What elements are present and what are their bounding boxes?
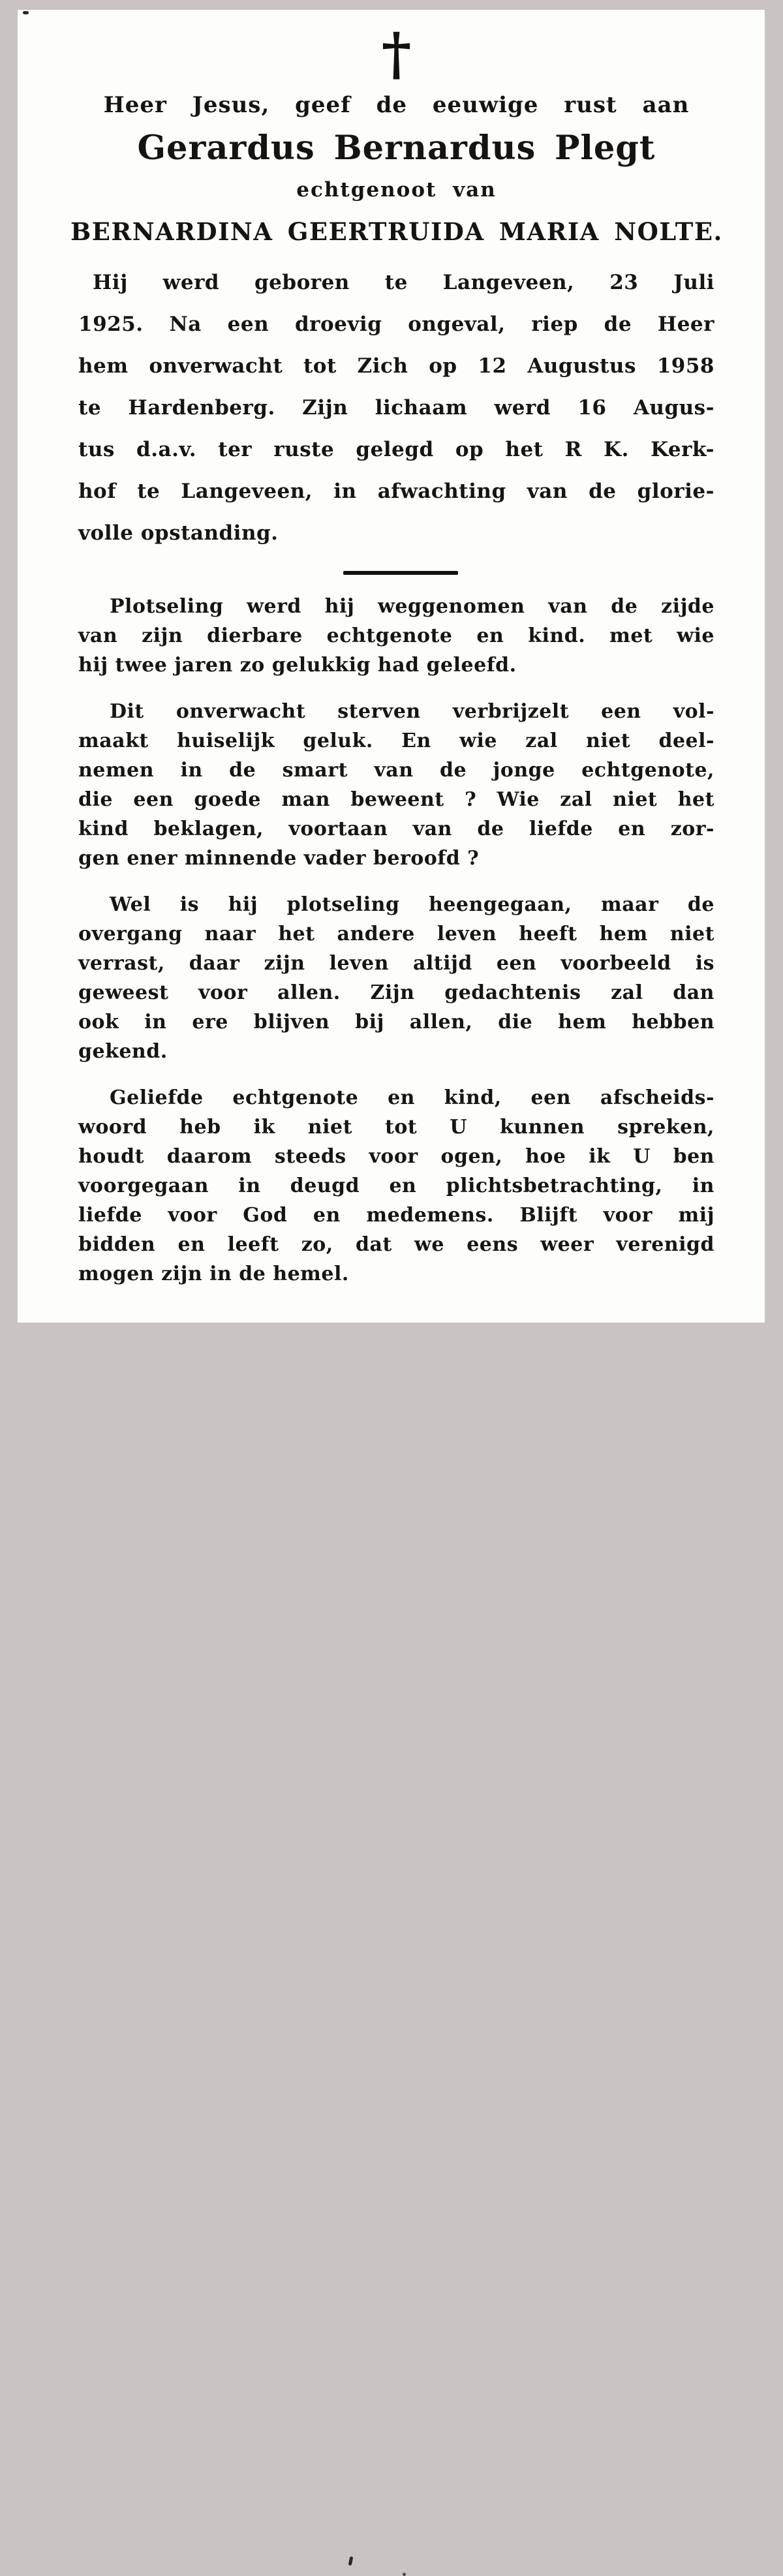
- ink-speck: [23, 11, 29, 14]
- text-line: Wel is hij plotseling heengegaan, maar de: [110, 893, 714, 916]
- text-line: Dit onverwacht sterven verbrijzelt een vol-: [110, 700, 714, 723]
- text-line: mogen zijn in de hemel.: [78, 1263, 349, 1285]
- text-line: gekend.: [78, 1040, 168, 1063]
- text-line: volle opstanding.: [78, 521, 279, 545]
- paragraph-biography: [78, 262, 714, 554]
- text-line: verrast, daar zijn leven altijd een voorbeeld is: [78, 952, 714, 975]
- paragraph-farewell: [78, 1083, 714, 1289]
- ink-speck: [348, 2556, 354, 2566]
- text-line: die een goede man beweent ? Wie zal niet het: [78, 788, 714, 811]
- text-line: Hij werd geboren te Langeveen, 23 Juli: [93, 271, 714, 294]
- text-line: van zijn dierbare echtgenote en kind. met wie: [78, 624, 714, 647]
- text-line: bidden en leeft zo, dat we eens weer verenigd: [78, 1233, 714, 1256]
- text-line: geweest voor allen. Zijn gedachtenis zal dan: [78, 981, 714, 1004]
- spouse-name: BERNARDINA GEERTRUIDA MARIA NOLTE.: [70, 217, 723, 246]
- text-line: ook in ere blijven bij allen, die hem hebben: [78, 1011, 714, 1034]
- invocation-line: Heer Jesus, geef de eeuwige rust aan: [103, 92, 690, 118]
- text-line: hij twee jaren zo gelukkig had geleefd.: [78, 654, 517, 677]
- paragraph-condolence-1: [78, 592, 714, 680]
- relation-line: echtgenoot van: [296, 178, 497, 202]
- text-line: liefde voor God en medemens. Blijft voor mij: [78, 1204, 714, 1227]
- text-line: hem onverwacht tot Zich op 12 Augustus 1958: [78, 354, 714, 378]
- text-line: kind beklagen, voortaan van de liefde en zor-: [78, 818, 714, 840]
- text-line: overgang naar het andere leven heeft hem niet: [78, 923, 714, 945]
- text-line: gen ener minnende vader beroofd ?: [78, 847, 480, 870]
- text-line: hof te Langeveen, in afwachting van de glorie-: [78, 480, 714, 503]
- paragraph-condolence-3: [78, 890, 714, 1066]
- memorial-card-content: [70, 10, 723, 1301]
- text-line: maakt huiselijk geluk. En wie zal niet deel-: [78, 729, 714, 752]
- text-line: te Hardenberg. Zijn lichaam werd 16 Augus-: [78, 396, 714, 420]
- paragraph-condolence-2: [78, 697, 714, 873]
- ink-speck: [403, 2573, 406, 2576]
- deceased-name: Gerardus Bernardus Plegt: [137, 129, 656, 168]
- section-divider: [343, 571, 458, 575]
- text-line: 1925. Na een droevig ongeval, riep de Heer: [78, 313, 714, 336]
- text-line: houdt daarom steeds voor ogen, hoe ik U ben: [78, 1145, 714, 1168]
- text-line: voorgegaan in deugd en plichtsbetrachting, in: [78, 1174, 714, 1197]
- text-line: Plotseling werd hij weggenomen van de zijde: [110, 595, 714, 618]
- cross-icon: †: [381, 20, 412, 87]
- memorial-card-page: [18, 10, 765, 1323]
- text-line: woord heb ik niet tot U kunnen spreken,: [78, 1116, 714, 1139]
- text-line: Geliefde echtgenote en kind, een afscheids-: [110, 1086, 714, 1109]
- text-line: tus d.a.v. ter ruste gelegd op het R K. Kerk-: [78, 438, 714, 461]
- text-line: nemen in de smart van de jonge echtgenote,: [78, 759, 714, 782]
